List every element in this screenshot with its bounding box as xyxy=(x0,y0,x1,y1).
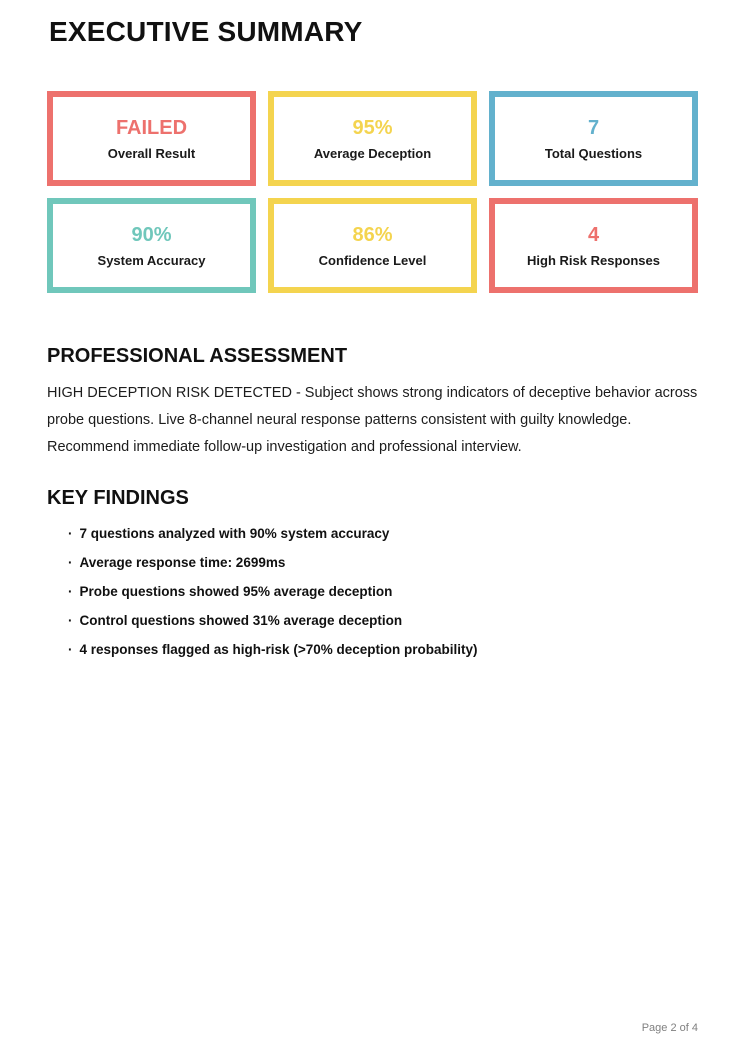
key-finding-text: 4 responses flagged as high-risk (>70% deception probability) xyxy=(79,642,478,657)
stat-card-average-deception xyxy=(268,91,477,186)
stat-value-confidence-level: 86% xyxy=(352,223,393,246)
stat-card-confidence-level xyxy=(268,198,477,293)
stat-card-total-questions xyxy=(489,91,698,186)
key-finding-text: Probe questions showed 95% average deception xyxy=(79,584,393,599)
stat-label-confidence-level: Confidence Level xyxy=(318,252,427,268)
stat-cards-grid xyxy=(47,91,698,293)
stat-label-system-accuracy: System Accuracy xyxy=(97,252,206,268)
key-finding-text: Control questions showed 31% average deception xyxy=(79,613,403,628)
professional-assessment-body: HIGH DECEPTION RISK DETECTED - Subject shows strong indicators of deceptive behavior across probe questions. Live 8-channel neural response patterns consistent with guilty knowledge. Recommend immediate follow-up investigation and professional interview. xyxy=(47,385,698,455)
page-number: Page 2 of 4 xyxy=(641,1022,698,1034)
key-findings-list xyxy=(47,526,698,658)
stat-label-total-questions: Total Questions xyxy=(544,145,643,161)
bullet-dot: · xyxy=(68,642,73,657)
page-title: EXECUTIVE SUMMARY xyxy=(49,16,363,47)
stat-label-overall-result: Overall Result xyxy=(107,145,196,161)
bullet-dot: · xyxy=(68,526,73,541)
stat-card-overall-result xyxy=(47,91,256,186)
stat-value-average-deception: 95% xyxy=(352,116,393,139)
stat-value-overall-result: FAILED xyxy=(115,116,188,139)
key-findings-heading: KEY FINDINGS xyxy=(47,487,189,509)
key-finding-item xyxy=(68,613,698,629)
bullet-dot: · xyxy=(68,555,73,570)
stat-label-average-deception: Average Deception xyxy=(313,145,432,161)
key-finding-item xyxy=(68,555,698,571)
key-finding-item xyxy=(68,642,698,658)
key-finding-item xyxy=(68,526,698,542)
key-finding-text: Average response time: 2699ms xyxy=(79,555,286,570)
stat-value-high-risk-responses: 4 xyxy=(587,223,600,246)
professional-assessment-heading: PROFESSIONAL ASSESSMENT xyxy=(47,345,348,367)
stat-value-total-questions: 7 xyxy=(587,116,600,139)
stat-card-high-risk-responses xyxy=(489,198,698,293)
stat-card-system-accuracy xyxy=(47,198,256,293)
bullet-dot: · xyxy=(68,584,73,599)
stat-value-system-accuracy: 90% xyxy=(131,223,172,246)
key-finding-text: 7 questions analyzed with 90% system accuracy xyxy=(79,526,390,541)
key-finding-item xyxy=(68,584,698,600)
report-page xyxy=(0,16,743,658)
bullet-dot: · xyxy=(68,613,73,628)
stat-label-high-risk-responses: High Risk Responses xyxy=(527,252,660,268)
